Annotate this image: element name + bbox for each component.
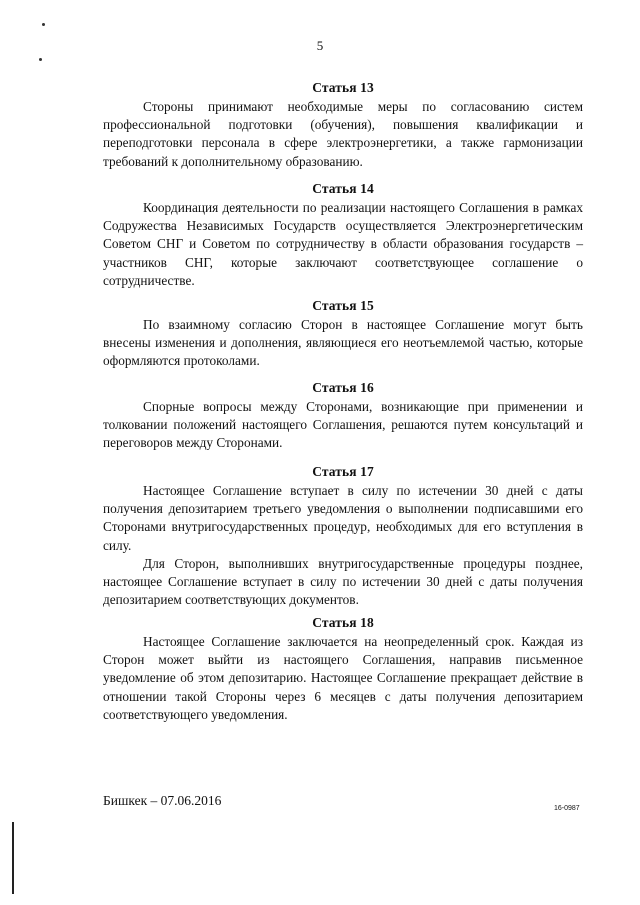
article-title: Статья 16 (312, 380, 374, 395)
article-paragraph: Настоящее Соглашение вступает в силу по истечении 30 дней с даты получения депозитарием третьего уведомления о выполнении подписавшими его Сторонами внутригосударственных процедур, необходимых для его вступления в силу. (103, 483, 583, 553)
article-paragraph: Настоящее Соглашение заключается на неопределенный срок. Каждая из Сторон может выйти из настоящего Соглашения, направив письменное уведомление об этом депозитарию. Настоящее Соглашение прекращает действие в отношении такой Стороны через 6 месяцев с даты получения депозитарием соответствующего уведомления. (103, 634, 583, 722)
article-paragraph: Для Сторон, выполнивших внутригосударственные процедуры позднее, настоящее Соглашение вступает в силу по истечении 30 дней с даты получения депозитарием соответствующих документов. (103, 555, 583, 608)
signing-place-date: Бишкек – 07.06.2016 (103, 793, 222, 808)
article-title: Статья 18 (312, 615, 374, 630)
article-paragraph: Координация деятельности по реализации настоящего Соглашения в рамках Содружества Независимых Государств осуществляется Электроэнергетическим Советом СНГ и Советом по сотрудничеству в области образования государств – участников СНГ, которые заключают соответствующее соглашение о сотрудничестве. (103, 200, 583, 288)
scan-speck (42, 23, 45, 26)
article-18 (103, 615, 583, 724)
article-title: Статья 13 (312, 80, 374, 95)
article-paragraph: По взаимному согласию Сторон в настоящее Соглашение могут быть внесены изменения и дополнения, являющиеся его неотъемлемой частью, которые оформляются протоколами. (103, 317, 583, 369)
article-17 (103, 464, 583, 609)
article-title: Статья 17 (312, 464, 374, 479)
scan-speck (39, 58, 42, 61)
article-title: Статья 15 (312, 298, 374, 313)
article-13 (103, 80, 583, 171)
article-paragraph: Стороны принимают необходимые меры по согласованию систем профессиональной подготовки (обучения), повышения квалификации и переподготовки персонала в сфере электроэнергетики, а также гармонизации требований к дополнительному образованию. (103, 99, 583, 169)
article-14 (103, 181, 583, 290)
scan-edge-line (12, 822, 14, 894)
article-paragraph: Спорные вопросы между Сторонами, возникающие при применении и толковании положений настоящего Соглашения, решаются путем консультаций и переговоров между Сторонами. (103, 399, 583, 451)
page-number: 5 (316, 38, 324, 53)
article-15 (103, 298, 583, 371)
article-title: Статья 14 (312, 181, 374, 196)
article-16 (103, 380, 583, 453)
document-code: 16-0987 (554, 805, 580, 812)
